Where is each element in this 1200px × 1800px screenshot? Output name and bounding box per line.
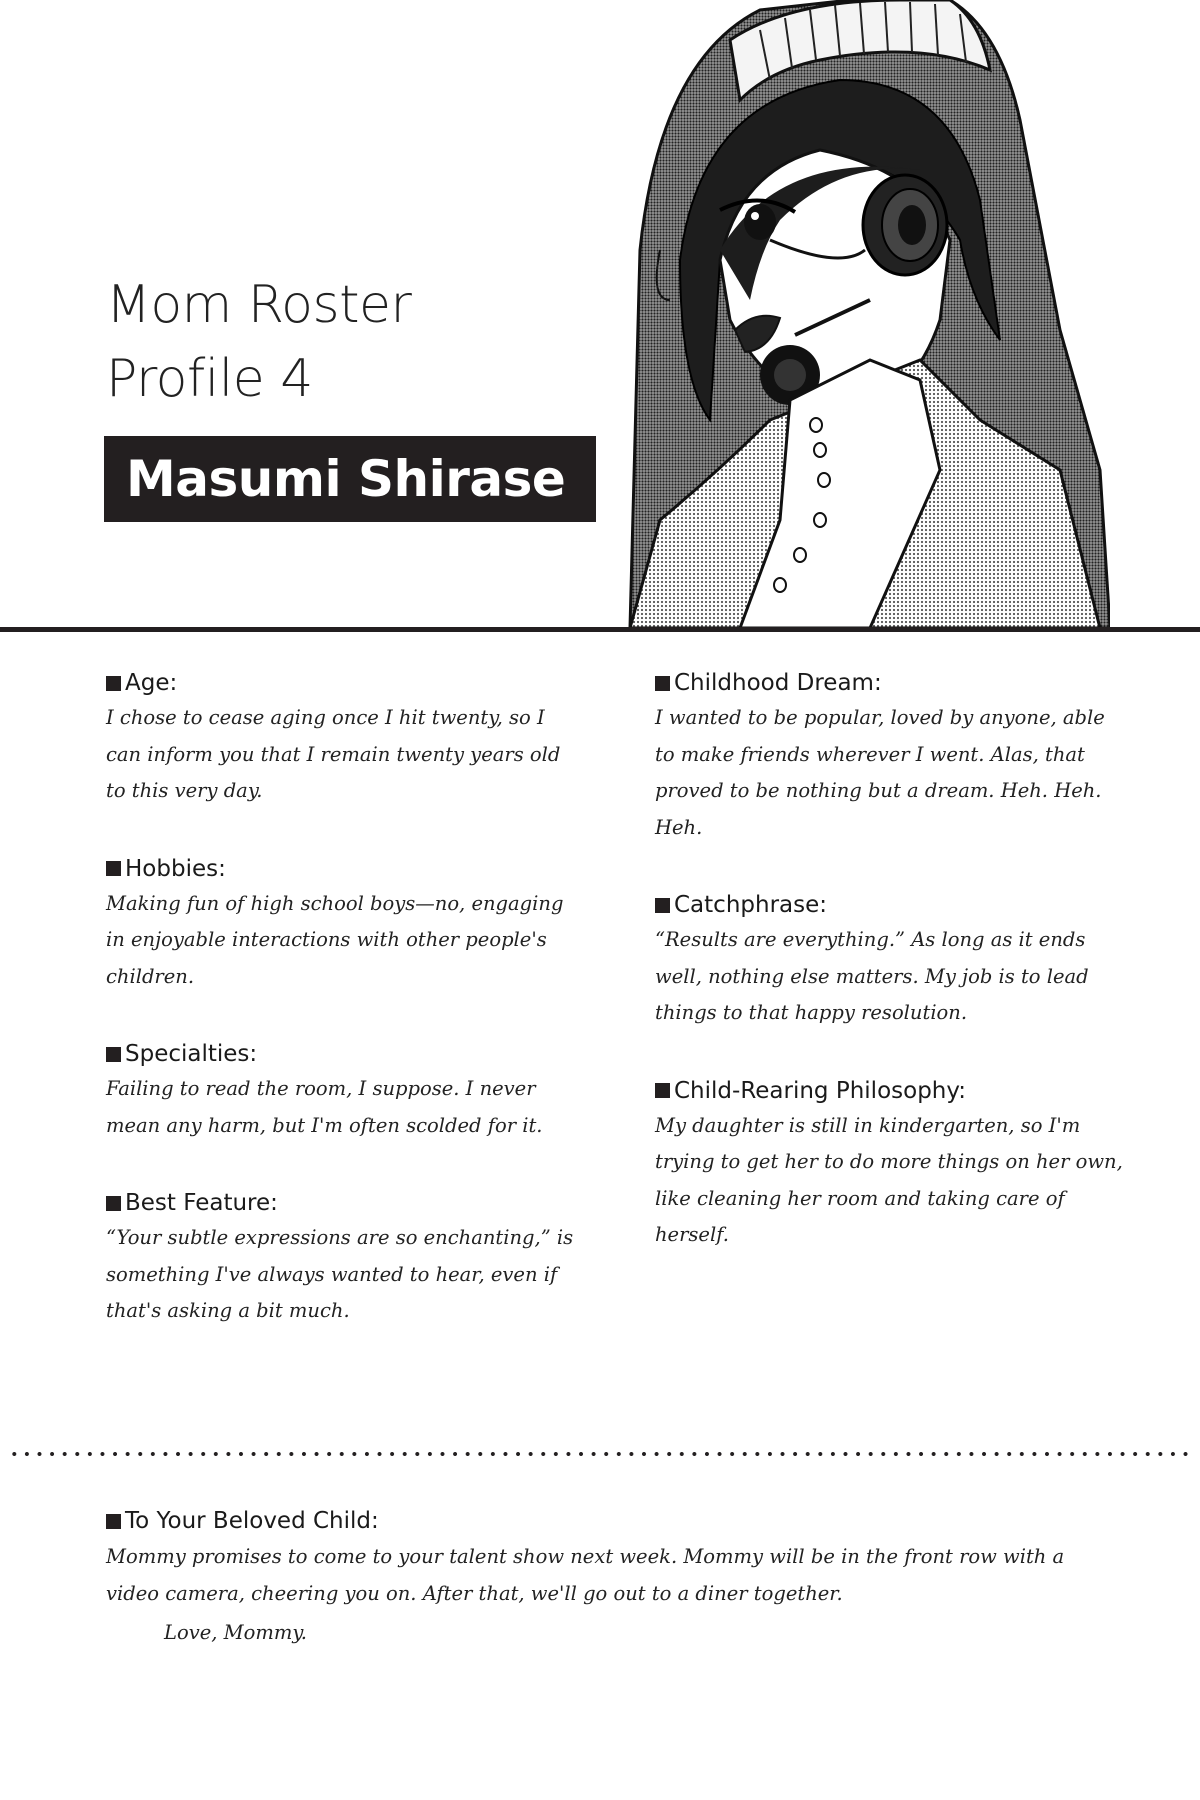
profile-item-specialties (106, 1039, 576, 1144)
item-text: “Results are everything.” As long as it ends well, nothing else matters. My job is to lead things to that happy resolution. (655, 928, 1089, 1024)
profile-heading (106, 268, 411, 416)
item-text: Failing to read the room, I suppose. I never mean any harm, but I'm often scolded for it. (106, 1077, 543, 1137)
item-label: Age: (125, 670, 178, 696)
item-label: Specialties: (125, 1041, 258, 1067)
bullet-square-icon (106, 861, 121, 876)
character-name: Masumi Shirase (126, 450, 566, 508)
bullet-square-icon (106, 1514, 121, 1529)
profile-left-column (106, 668, 576, 1374)
message-to-child (106, 1506, 1106, 1651)
profile-item-catchphrase (655, 890, 1125, 1032)
profile-item-childhood-dream (655, 668, 1125, 846)
section-divider (0, 627, 1200, 632)
bullet-square-icon (106, 1047, 121, 1062)
item-label: Hobbies: (125, 855, 226, 882)
bullet-square-icon (106, 676, 121, 691)
profile-item-age (106, 668, 576, 810)
bullet-square-icon (655, 898, 670, 913)
item-text: Making fun of high school boys—no, engaging in enjoyable interactions with other people's children. (106, 891, 564, 988)
item-text: “Your subtle expressions are so enchanting,” is something I've always wanted to hear, even if that's asking a bit much. (106, 1226, 574, 1322)
character-name-banner (104, 436, 596, 522)
bullet-square-icon (106, 1196, 121, 1211)
character-portrait-illustration (620, 0, 1110, 628)
item-text: My daughter is still in kindergarten, so I'm trying to get her to do more things on her own, like cleaning her room and taking care of herself. (655, 1113, 1123, 1246)
profile-item-best-feature (106, 1188, 576, 1330)
item-label: Catchphrase: (674, 892, 828, 918)
heading-line-profile: Profile 4 (106, 349, 313, 409)
profile-right-column (655, 668, 1125, 1298)
profile-item-child-rearing-philosophy (655, 1076, 1125, 1254)
bullet-square-icon (655, 676, 670, 691)
bullet-square-icon (655, 1083, 670, 1098)
message-label: To Your Beloved Child: (125, 1508, 379, 1534)
profile-item-hobbies (106, 854, 576, 996)
dotted-divider (8, 1451, 1194, 1457)
item-text: I chose to cease aging once I hit twenty, so I can inform you that I remain twenty years old to this very day. (106, 706, 561, 802)
message-signoff: Love, Mommy. (164, 1621, 307, 1644)
heading-line-roster: Mom Roster (106, 275, 412, 335)
item-label: Best Feature: (125, 1190, 278, 1216)
item-text: I wanted to be popular, loved by anyone, able to make friends wherever I went. Alas, that proved to be nothing but a dream. Heh. Heh. Heh. (655, 706, 1105, 839)
message-text: Mommy promises to come to your talent show next week. Mommy will be in the front row with a video camera, cheering you on. After that, we'll go out to a diner together. (106, 1545, 1065, 1605)
item-label: Child-Rearing Philosophy: (674, 1077, 967, 1104)
item-label: Childhood Dream: (674, 670, 882, 696)
